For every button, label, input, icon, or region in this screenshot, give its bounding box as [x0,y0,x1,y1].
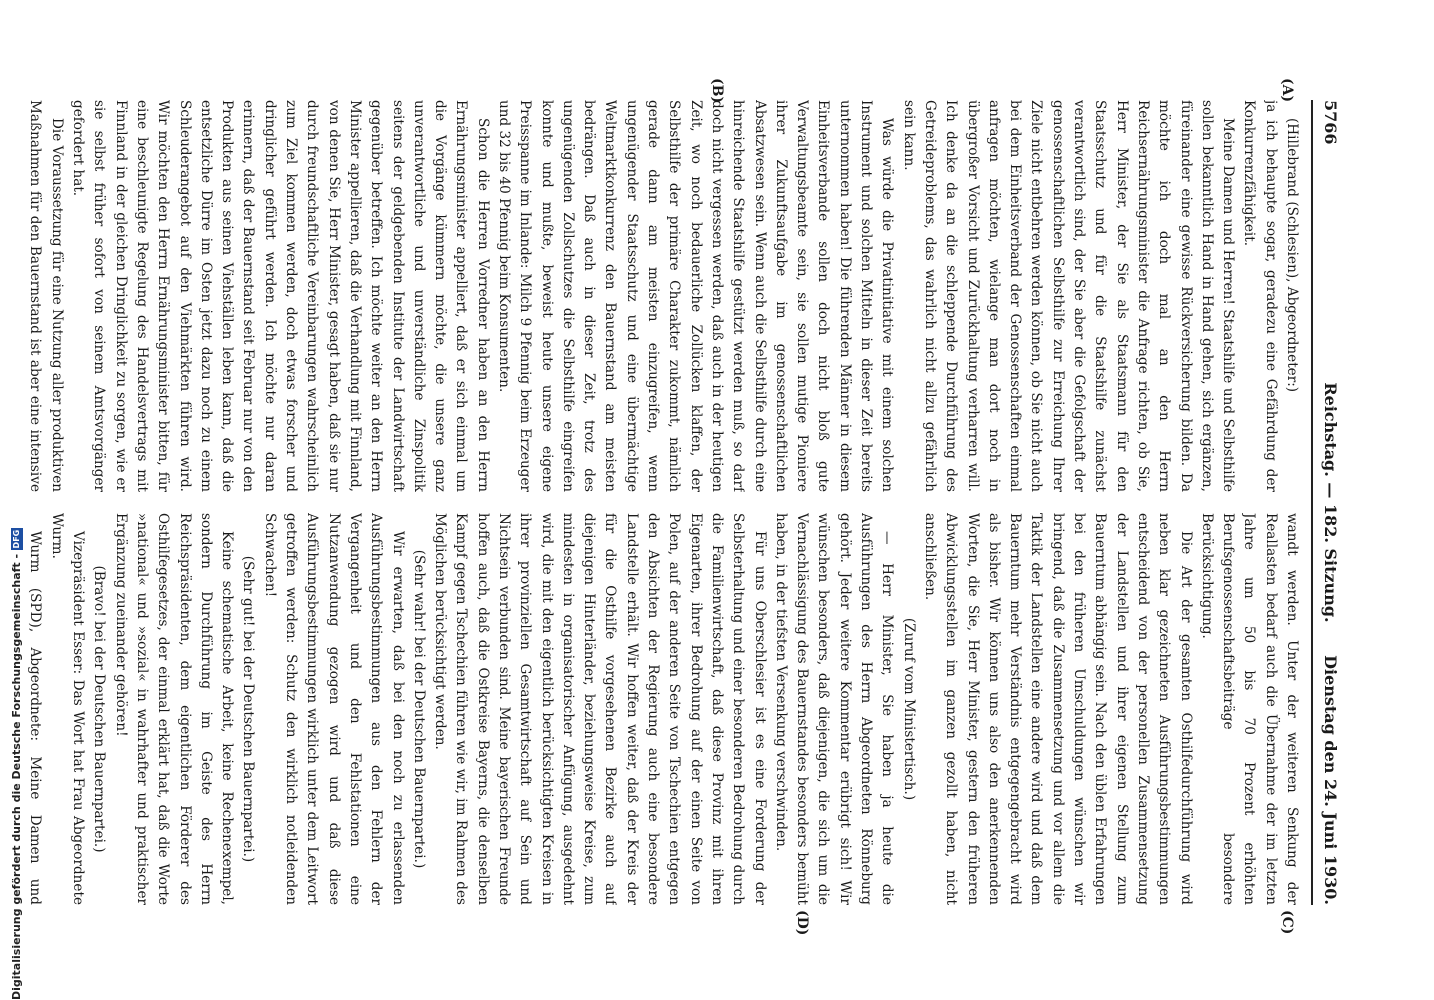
paragraph: (Sehr gut! bei der Deutschen Bauernpartei.) [240,555,257,863]
paragraph: Die Voraussetzung für eine Nutzung aller produktiven Maßnahmen für den Bauernstand ist aber eine intensive [27,100,65,492]
paragraph: wandt werden. Unter der weiteren Senkung der Reallasten bedarf auch die Übernahme der im letzten Jahre um 50 bis 70 Prozent erhöhten Berufsgenossenschaftsbeiträge besondere Berücksichtigung. [1198,513,1300,905]
paragraph: Wurm (SPD), Abgeordnete: Meine Damen und [27,531,44,905]
margin-mark-c: (C) [1279,910,1295,935]
paragraph: (Zuruf vom Ministertisch.) [900,617,917,801]
paragraph: Schon die Herren Vorredner haben an den Herrn Ernährungsminister appelliert, daß er sich einmal um die Vorgänge kümmern möchte, die unsere ganz unverantwortliche und unverständliche Zinspolitik seitens der geldgebenden Institute der Landwirtschaft gegenüber betreffen. Ich möchte weiter an den Herrn Minister appellieren, daß die Verhandlung mit Finnland, von denen Sie, Herr Minister, gesagt haben, daß sie nur durch freundschaftliche Vereinbarungen wahrscheinlich zum Ziel kommen werden, doch etwas forscher und dringlicher geführt werden. Ich möchte nur daran erinnern, daß der Bauernstand seit Februar nur von den Produkten aus seinen Viehställen leben kann, daß die entsetzliche Dürre im Osten jetzt dazu noch zu einem Schleuderangebot auf den Viehmärkten führen wird. Wir möchten den Herrn Ernährungsminister bitten, für eine beschleunigte Regelung des Handelsvertrags mit Finnland in der gleichen Dringlichkeit zu sorgen, wie er sie selbst früher sofort von seinem Amtsvorgänger gefordert hat. [70,100,491,492]
paragraph: (Hillebrand (Schlesien), Abgeordneter:) [1284,118,1300,393]
paragraph: Wir erwarten, daß bei den noch zu erlassenden Ausführungsbestimmungen aus den Fehlern der Vergangenheit und den Fehlstationen eine Nutzanwendung gezogen wird und daß diese Ausführungsbestimmungen wirklich unter dem Leitwort getroffen werden: Schutz den wirklich notleidenden Schwachen! [261,513,406,905]
paragraph: Vizepräsident Esser: Das Wort hat Frau Abgeordnete Wurm. [48,513,87,905]
margin-mark-a: (A) [1279,78,1295,103]
paragraph: Meine Damen und Herren! Staatshilfe und Selbsthilfe sollen bekanntlich Hand in Hand gehen, sich ergänzen, füreinander eine gewisse Rückversicherung bilden. Da möchte ich doch mal an den Herrn Reichsernährungsminister die Anfrage richten, ob Sie, Herr Minister, der Sie als Staatsmann für den Staatsschutz und für die Staatshilfe zunächst verantwortlich sind, der Sie aber die Gefolgschaft der genossenschaftlichen Selbsthilfe zur Erreichung Ihrer Ziele nicht entbehren werden können, ob Sie nicht auch bei dem Einheitsverband der Genossenschaften einmal anfragen möchten, wielange man dort noch in übergroßer Vorsicht und Zurückhaltung verharren will. Ich denke da an die schleppende Durchführung des Getreideproblems, das wahrlich nicht allzu gefährlich sein kann. [900,100,1237,492]
paragraph: Die Art der gesamten Osthilfedurchführung wird neben klar gezeichneten Ausführungsbestimmungen entscheidend von der personellen Zusammensetzung der Landstellen und ihrer eigenen Stellung zum Bauerntum abhängig sein. Nach den üblen Erfahrungen bei den früheren Umschuldungen wünschen wir bringend, daß die Zusammensetzung und vor allem die Taktik der Landstellen eine andere wird und daß dem Bauerntum mehr Verständnis entgegengebracht wird als bisher. Wir können uns also den anerkennenden Worten, die Sie, Herr Minister, gestern den früheren Abwicklungsstellen im ganzen gezollt haben, nicht anschließen. [921,513,1194,905]
margin-mark-d: (D) [794,910,810,936]
header-date: Dienstag den 24. Juni 1930. [1321,655,1340,905]
footer-note-text: Digitalisierung gefördert durch die Deutsche Forschungsgemeinschaft - [10,553,23,1000]
paragraph: Was würde die Privatinitiative mit einem solchen Instrument und solchen Mitteln in dieser Zeit bereits unternommen haben! Die führenden Männer in diesem Einheitsverbande sollen doch nicht bloß gute Verwaltungsbeamte sein, sie sollen mutige Pioniere ihrer Zukunftsaufgabe im genossenschaftlichen Absatzwesen sein. Wenn auch die Selbsthilfe durch eine hinreichende Staatshilfe gestützt werden muß, so darf doch nicht vergessen werden, daß auch in der heutigen Zeit, wo noch bedauerliche Zollücken klaffen, der Selbsthilfe der primäre Charakter zukommt, nämlich gerade dann am meisten einzugreifen, wenn ungenügender Staatsschutz und eine übermächtige Weltmarktkonkurrenz den Bauernstand am meisten bedrängen. Daß auch in dieser Zeit, trotz des ungenügenden Zollschutzes die Selbsthilfe eingreifen konnte und mußte, beweist heute unsere eigene Preisspanne im Inlande: Milch 9 Pfennig beim Erzeuger und 32 bis 40 Pfennig beim Konsumenten. [496,100,896,492]
paragraph: ja ich behaupte sogar, geradezu eine Gefährdung der Konkurrenzfähigkeit. [1241,100,1279,492]
header-title: Reichstag. — 182. Sitzung. [1321,382,1340,623]
paragraph: — Herr Minister, Sie haben ja heute die Ausführungen des Herrn Abgeordneten Rönneburg gehört. Jeder weitere Kommentar erübrigt sich! Wir wünschen besonders, daß diejenigen, die sich um die Vernachlässigung des Bauernstandes besonders bemüht haben, in der tiefsten Versenkung verschwinden. [772,513,896,905]
page-header [1314,100,1340,905]
header-rule [1311,100,1313,905]
footer-note [10,529,26,1000]
paragraph: (Bravo! bei der Deutschen Bauernpartei.) [91,565,108,853]
paragraph: (Sehr wahr! bei der Deutschen Bauernpartei.) [410,549,427,869]
dfg-logo: DFG [12,529,21,549]
left-column [22,100,1302,492]
right-column [22,513,1302,905]
page-number: 5766 [1321,100,1340,145]
paragraph: Keine schematische Arbeit, keine Rechenexempel, sondern Durchführung im Geiste des Herrn Reichspräsidenten, dem eigentlichen Förderer des Osthilfegesetzes, der einmal erklärt hat, daß die Worte »national« und »sozial« in wahrhafter und praktischer Ergänzung zueinander gehören! [112,513,236,905]
margin-mark-b: (B) [709,78,725,104]
paragraph: Für uns Oberschlesier ist es eine Forderung der Selbsterhaltung und einer besonderen Bedrohung durch die Familienwirtschaft, daß diese Provinz mit ihren Eigenarten, ihrer Bedrohung auf der einen Seite von Polen, auf der anderen Seite von Tschechien entgegen den Absichten der Regierung auch eine besondere Landstelle erhält. Wir hoffen weiter, daß der Kreis der für die Osthilfe vorgesehenen Bezirke auch auf diejenigen Hinterländer, beziehungsweise Kreise, zum mindesten in organisatorischer Anfügung, ausgedehnt wird, die mit den eigentlich berücksichtigten Kreisen in ihrer provinziellen Gesamtwirtschaft auf Sein und Nichtsein verbunden sind. Meine bayerischen Freunde hoffen auch, daß die Ostkreise Bayerns, die denselben Kampf gegen Tschechien führen wie wir, im Rahmen des Möglichen berücksichtigt werden. [432,513,768,905]
